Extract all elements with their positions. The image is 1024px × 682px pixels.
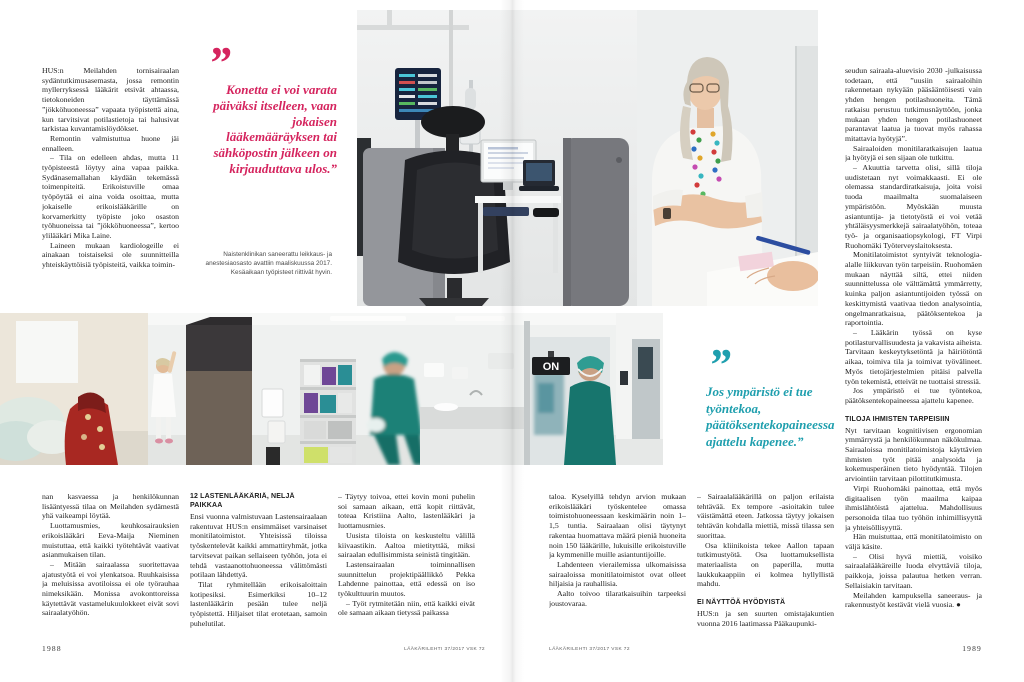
paragraph: – Työt rytmitetään niin, että kaikki eivät ole samaan aikaan tietyssä paikassa <box>338 598 475 618</box>
paragraph: Uusista tiloista on keskusteltu välillä kiivaastikin. Aaltoa mietityttää, miksi sairaalan edullisimmista seinistä tingitään. <box>338 530 475 560</box>
svg-text:ON: ON <box>542 361 560 373</box>
pull-quote-pink <box>200 37 337 177</box>
paragraph: seudun sairaala-aluevisio 2030 -julkaisussa todetaan, että ”uusiin sairaaloihin rakennetaan nykyään pääsääntöisesti vain yhden hengen potilashuoneita. Tämä ratkaisu perustuu tutkimusnäyttöön, jonka mukaan yhden hengen potilashuoneet parantavat laatua ja tuovat myös rahassa mitattavia hyötyjä”. <box>845 66 982 143</box>
mousepad <box>533 208 559 217</box>
article-column-6 <box>697 492 834 664</box>
photo-top-illustration <box>357 10 818 306</box>
paragraph: Aalto toivoo tilaratkaisuihin tarpeeksi joustovaraa. <box>549 589 686 608</box>
paragraph: nan kasvaessa ja henkilökunnan lisääntyessä tilaa on Meilahden sydämestä yhä vaikeampi löytää. <box>42 492 179 521</box>
paragraph: Hän muistuttaa, että monitilatoimisto on väljä käsite. <box>845 532 982 552</box>
photo-caption: Naistenklinikan saneerattu leikkaus- ja anestesiaosasto avattiin maaliskuussa 2017. Kesäaikaan työpisteet riittivät hyvin. <box>205 251 332 276</box>
operating-room-door <box>524 321 616 465</box>
pull-quote-teal <box>706 339 835 450</box>
paragraph: – Sairaalalääkärillä on paljon erilaista tehtävää. Ex tempore -asioitakin tulee väistämättä eteen. Jatkossa täytyy jokaisen tehtävän kohdalla miettiä, missä tilassa sen suorittaa. <box>697 492 834 540</box>
paragraph: Sairaaloiden monitilaratkaisujen laatua ja hyötyjä ei sen sijaan ole tutkittu. <box>845 143 982 163</box>
page-number-right: 1989 <box>962 644 982 653</box>
article-column-7 <box>845 66 982 644</box>
page-number-left: 1988 <box>42 644 62 653</box>
section-heading: EI NÄYTTÖÄ HYÖDYISTÄ <box>697 599 786 607</box>
pull-quote-text: Konetta ei voi varata päiväksi itselleen, vaan jokaisen lääkemääräyksen tai sähköpostin jälkeen on kirjauduttava ulos.” <box>213 82 337 176</box>
supply-shelf <box>300 359 356 465</box>
waiting-area <box>0 313 148 465</box>
paragraph: Virpi Ruohomäki painottaa, että myös digitaalisen työn maailma kaipaa ihmislähtöistä ajattelua. Mahdollisuus personoida tilaa tuo työhön inhimillisyyttä ja yhteisöllisyyttä. <box>845 483 982 532</box>
paragraph: Monitilatoimistot syntyivät teknologia-alalle liikkuvan työn tarpeisiin. Ruohomäen mukaan näyttää siltä, ettei niiden suunnittelussa ole välttämättä ymmärretty, kuinka paljon asiantuntijoiden työssä on keskittymistä vaativaa tiedon analysointia, ongelmanratkaisua, päätöksentekoa ja raportointia. <box>845 250 982 328</box>
article-column-1 <box>42 66 179 290</box>
paragraph: Osa kliinikoista tekee Aallon tapaan tutkimustyötä. Osa luottamuksellista materiaalista on paperilla, mutta laukkukaappiin ei kolmea hyllyllistä mahdu. <box>697 540 834 589</box>
paragraph: – Täytyy toivoa, ettei kovin moni puhelin soi samaan aikaan, että kopit riittävät, toteaa Kristiina Aalto, lastenlääkäri ja luottamusmies. <box>338 492 475 531</box>
quote-mark-icon: ” <box>708 339 728 390</box>
paragraph: – Mitään sairaalassa suoritettavaa ajatustyötä ei voi ylenkatsoa. Ruuhkaisissa ja meluisissa avotiloissa ei ole työrauhaa nimeksikään. Monissa avokonttoreissa käytettävät vastamelukuulokkeet eivät sovi sairaalatyöhön. <box>42 559 179 618</box>
keyboard <box>483 207 529 216</box>
corridor-right <box>616 313 663 465</box>
journal-footer-right: LÄÄKÄRILEHTI 37/2017 VSK 72 <box>549 647 630 652</box>
article-column-3 <box>190 492 327 664</box>
article-column-2 <box>42 492 179 664</box>
paragraph: Remontin valmistuttua huone jäi ennalleen. <box>42 133 179 153</box>
partition-wall <box>186 317 252 465</box>
paragraph: Tilat ryhmitellään erikoisaloittain kotipesiksi. Esimerkiksi 10–12 lastenlääkärin pesään tulee neljä työpistettä. Hiljaiset tilat erotetaan, samoin puhelutilat. <box>190 579 327 628</box>
paragraph: HUS:n Meilahden tornisairaalan sydäntutkimusasemasta, jossa remontin myllerryksessä lääkärit etsivät ahtaassa, tietokoneiden täyttämässä ”jökköhuoneessa” vapaata työpistettä aina, kun tarvitsivat potilastietoja tai halusivat tarkistaa kuvantamislöydökset. <box>42 66 179 134</box>
paragraph: Nyt tarvitaan kognitiivisen ergonomian ymmärrystä ja henkilökunnan näkökulmaa. Sairaaloissa monitilatoimistoja käyttävien ihmisten työt pitää analysoida ja kokemusperäinen tieto hyödyntää. Tilojen arviointiin tarvitaan pilottitutkimusta. <box>845 425 982 484</box>
wristwatch <box>663 208 671 219</box>
journal-footer-left: LÄÄKÄRILEHTI 37/2017 VSK 72 <box>404 647 485 652</box>
article-column-5 <box>549 492 686 664</box>
photo-hospital-corridor <box>0 313 663 465</box>
privacy-screen-right <box>563 138 629 306</box>
laptop <box>519 160 559 191</box>
section-heading: 12 LASTENLÄÄKÄRIÄ, NELJÄ PAIKKAA <box>190 493 295 509</box>
paragraph: taloa. Kyselyillä tehdyn arvion mukaan erikoislääkäri työskentelee omassa toimistohuoneessaan keskimäärin noin 1–1,5 tuntia. Sairaalaan olisi täytynyt rakentaa huomattava määrä pieniä huoneita noin 150 lääkärille, lukuisille erikoistuville ja kymmenille muille asiantuntijoille. <box>549 492 686 560</box>
article-column-4 <box>338 492 475 664</box>
photo-office-workstation <box>357 10 818 306</box>
paragraph: Luottamusmies, keuhkosairauksien erikoislääkäri Eeva-Maija Nieminen muistuttaa, että kaikki työtehtävät vaativat asianmukaisen tilan. <box>42 521 179 560</box>
paragraph: Jos ympäristö ei tue työntekoa, päätöksentekopaineessa ajattelu kapenee. <box>845 386 982 405</box>
section-heading: TILOJA IHMISTEN TARPEISIIN <box>845 415 950 423</box>
paragraph: – Lääkärin työssä on kyse potilasturvallisuudesta ja vakavista aiheista. Tarvitaan keskeytyksetöntä ja häiriötöntä aikaa, toimiva tila ja toimivat työvälineet. Myös tietojärjestelmien pitäisi palvella työn tekemistä, etteivät ne tuottaisi stressiä. <box>845 327 982 386</box>
paragraph: Ensi vuonna valmistuvaan Lastensairaalaan rakentuvat HUS:n ensimmäiset varsinaiset monitilatoimistot. Yhteisissä tiloissa työskentelevät kaikki ammattiryhmät, jotka tarvitsevat paikan sellaiseen työhön, jota ei tehdä vastaanottohuoneessa välittömästi potilaan lähdettyä. <box>190 512 327 580</box>
photo-bottom-illustration <box>0 313 663 465</box>
pull-quote-text: Jos ympäristö ei tue työntekoa, päätöksentekopaineessa ajattelu kapenee.” <box>706 384 835 449</box>
paragraph: Lahdenteen vierailemissa ulkomaisissa sairaaloissa monitilatoimistot ovat olleet hiljaisia ja rauhallisia. <box>549 559 686 589</box>
paragraph: – Akuuttia tarvetta olisi, sillä tiloja uudistetaan nyt voimakkaasti. Ei ole olemassa standardiratkaisuja, joita voisi tuoda maailmalta suomalaiseen ympäristöön. Myöskään muusta asiantuntija- ja tietotyöstä ei voi vetää yhtäläisyysmerkkejä sairaalatyöhön, toteaa työ- ja organisaatiopsykologi, FT Virpi Ruohomäki Työterveyslaitoksesta. <box>845 163 982 250</box>
paragraph: HUS:n ja sen suurten omistajakuntien vuonna 2016 laatimassa Pääkaupunki- <box>697 609 834 628</box>
paragraph: – Olisi hyvä miettiä, voisiko sairaalalääkäreille luoda elvyttäviä tiloja, paikkoja, joissa palautua hetken verran. Sellaisiakin tarvitaan. <box>845 551 982 590</box>
paragraph: Lastensairaalan toiminnallisen suunnittelun projektipäällikkö Pekka Lahdenne painottaa, että edessä on iso työkulttuurin muutos. <box>338 559 475 599</box>
paragraph: Laineen mukaan kardiologeille ei ainakaan toistaiseksi ole suunnitteilla yhteiskäyttöisiä työpisteitä, vaikka toimin- <box>42 240 179 270</box>
paragraph: Meilahden kampuksella saneeraus- ja rakennustyöt kestävät vielä vuosia. ● <box>845 590 982 610</box>
paragraph: – Tila on edelleen ahdas, mutta 11 työpisteestä löytyy aina vapaa paikka. Sydänasemallahan käydään tekemässä toimenpiteitä. Erikoistuville omaa työpöytää ei aina voida osoittaa, mutta jokaiselle erikoislääkärille on korvamerkitty työpiste joko osaston työhuoneissa tai ”jökköhuoneessa”, kertoo ylilääkäri Mika Laine. <box>42 153 179 240</box>
quote-mark-icon: ” <box>208 37 228 88</box>
